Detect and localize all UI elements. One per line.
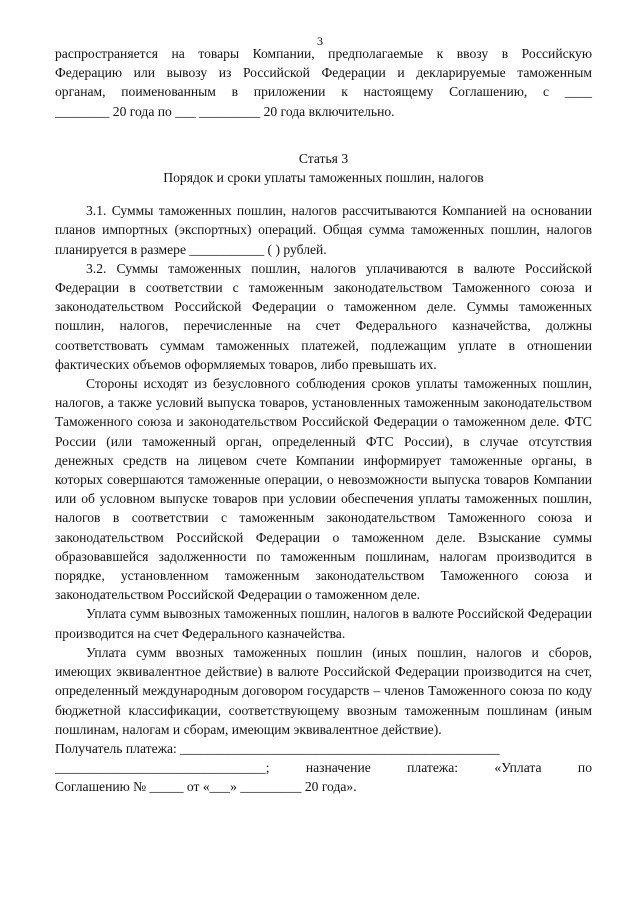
- paragraph-3-2: 3.2. Суммы таможенных пошлин, налогов уплачиваются в валюте Российской Федерации в соответствии с таможенным законодательством Таможенного союза и законодательством Российской Федерации о таможенном деле. Суммы таможенных пошлин, налогов, перечисленные на счет Федерального казначейства, должны соответствовать суммам таможенных платежей, подлежащим уплате в отношении фактических объемов оформляемых товаров, либо превышать их.: [55, 260, 592, 372]
- recipient-line: Соглашению № _____ от «___» _________ 20 года».: [55, 779, 357, 795]
- paragraph-3-1: 3.1. Суммы таможенных пошлин, налогов рассчитываются Компанией на основании планов импортных (экспортных) операций. Общая сумма таможенных пошлин, налогов планируется в размере ___________ ( ) рублей.: [55, 203, 592, 257]
- article-number: Статья 3: [298, 150, 349, 166]
- intro-line: органам, поименованным в приложении к настоящему Соглашению, с ____: [55, 84, 592, 100]
- document-body: [55, 44, 592, 797]
- intro-line: распространяется на товары Компании, предполагаемые к ввозу в Российскую: [55, 46, 592, 61]
- paragraph-parties: Стороны исходят из безусловного соблюдения сроков уплаты таможенных пошлин, налогов, а также условий выпуска товаров, установленных таможенным законодательством Таможенного союза и законодательством Российской Федерации о таможенном деле. ФТС России (или таможенный орган, определенный ФТС России), в случае отсутствия денежных средств на лицевом счете Компании информирует таможенные органы, в которых совершаются таможенные операции, о невозможности выпуска товаров Компании или об условном выпуске товаров при условии обеспечения уплаты таможенных пошлин, налогов в соответствии с таможенным законодательством Таможенного союза и законодательством Российской Федерации о таможенном деле. Взыскание суммы образовавшейся задолженности по таможенным пошлинам, налогам производится в порядке, установленном таможенным законодательством Таможенного союза и законодательством Российской Федерации о таможенном деле.: [55, 376, 592, 603]
- intro-paragraph: [55, 44, 592, 121]
- intro-line: ________ 20 года по ___ _________ 20 года включительно.: [55, 103, 395, 119]
- payment-recipient: [55, 739, 592, 797]
- recipient-line: Получатель платежа: _______________________________________________: [55, 740, 500, 756]
- recipient-line: _______________________________; назначение платежа: «Уплата по: [55, 760, 592, 776]
- paragraph-import-duties: Уплата сумм ввозных таможенных пошлин (иных пошлин, налогов и сборов, имеющих эквивалентное действие) в валюте Российской Федерации производится на счет, определенный международным договором государств – членов Таможенного союза по коду бюджетной классификации, соответствующему ввозным таможенным пошлинам (иным пошлинам, налогам и сборам, имеющим эквивалентное действие).: [55, 644, 592, 737]
- paragraph-export-duties: Уплата сумм вывозных таможенных пошлин, налогов в валюте Российской Федерации производится на счет Федерального казначейства.: [55, 606, 592, 641]
- page-number: 3: [317, 34, 323, 48]
- article-title: Порядок и сроки уплаты таможенных пошлин, налогов: [163, 170, 484, 186]
- intro-line: Федерацию или вывозу из Российской Федерации и декларируемые таможенным: [55, 65, 592, 81]
